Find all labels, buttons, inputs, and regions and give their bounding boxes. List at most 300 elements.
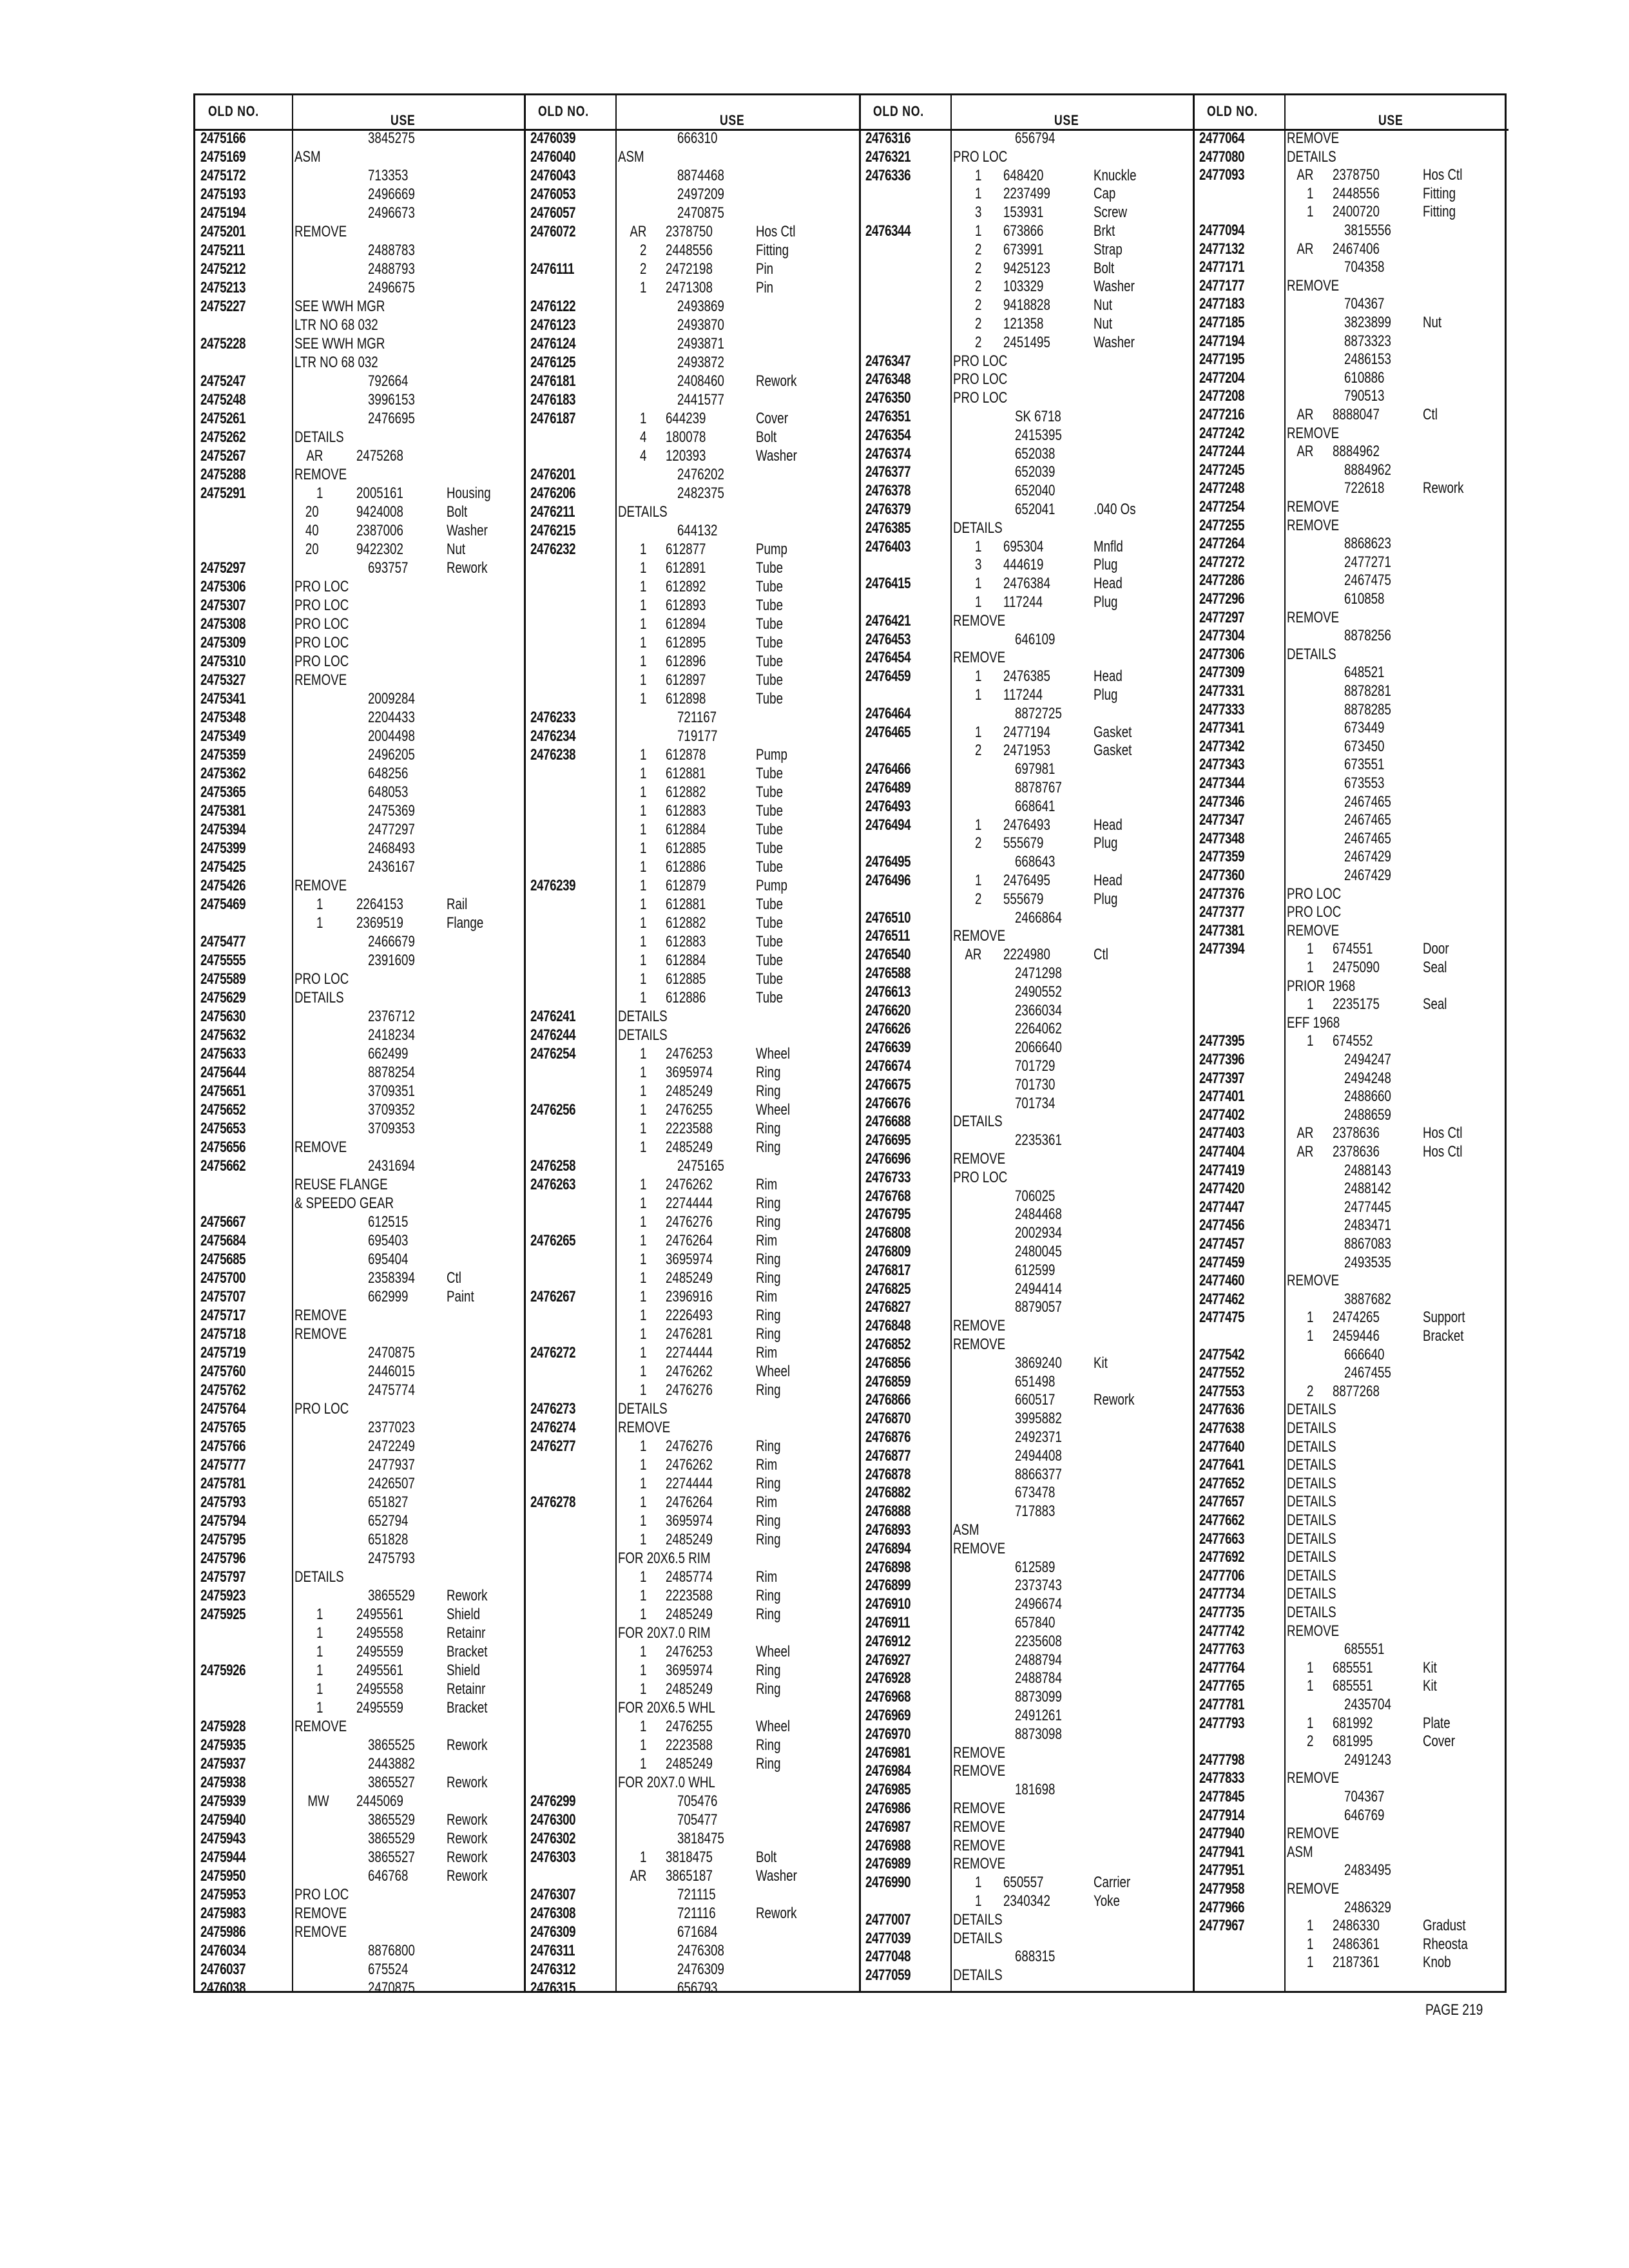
part-number: 2488784 — [1015, 1669, 1062, 1687]
table-row — [860, 445, 1194, 463]
part-number: 2451495 — [1003, 333, 1050, 351]
part-number: 3818475 — [677, 1830, 724, 1847]
part-description: Gasket — [1094, 723, 1132, 741]
quantity: 1 — [639, 1381, 647, 1399]
old-number: 2476985 — [865, 1781, 911, 1799]
old-number: 2475308 — [200, 615, 246, 633]
old-number: 2476894 — [865, 1539, 911, 1557]
quantity: 1 — [639, 989, 647, 1006]
part-number: 2467429 — [1344, 848, 1391, 866]
old-number: 2477185 — [1199, 314, 1245, 331]
table-row — [860, 1242, 1194, 1261]
part-number: 8876800 — [368, 1942, 415, 1959]
quantity: 1 — [639, 1755, 647, 1773]
part-number: 2476276 — [666, 1437, 713, 1455]
table-row — [860, 741, 1194, 760]
table-row — [860, 1465, 1194, 1484]
quantity: 1 — [639, 615, 647, 633]
part-number: 3869240 — [1015, 1354, 1062, 1372]
table-row — [860, 1168, 1194, 1187]
table-row — [195, 1175, 525, 1194]
old-number: 2476181 — [530, 372, 576, 390]
old-number: 2476244 — [530, 1026, 576, 1044]
part-description: Kit — [1094, 1354, 1108, 1372]
table-row — [525, 1586, 860, 1605]
table-row — [1194, 1603, 1509, 1622]
quantity: 1 — [639, 1494, 647, 1511]
quantity: 2 — [974, 259, 982, 277]
old-number: 2477662 — [1199, 1512, 1245, 1529]
old-number: 2476038 — [200, 1979, 246, 1997]
old-number: 2475762 — [200, 1381, 246, 1399]
table-row — [195, 1530, 525, 1549]
table-row — [1194, 1695, 1509, 1714]
part-description: Rim — [756, 1232, 778, 1249]
part-description: Washer — [756, 447, 797, 465]
old-number: 2476827 — [865, 1298, 911, 1316]
part-description: Ring — [756, 1475, 781, 1492]
table-row — [1194, 1492, 1509, 1511]
table-row — [195, 1007, 525, 1026]
part-number: 2477297 — [368, 821, 415, 838]
table-row — [195, 1717, 525, 1736]
part-number: 2485249 — [666, 1755, 713, 1773]
quantity: AR — [306, 447, 323, 465]
table-row — [860, 1075, 1194, 1094]
use-note: PRO LOC — [294, 1886, 349, 1903]
quantity: 1 — [1306, 1309, 1314, 1327]
old-number: 2476183 — [530, 391, 576, 408]
part-number: 713353 — [368, 167, 409, 184]
part-number: 705477 — [677, 1811, 718, 1829]
old-number: 2476453 — [865, 630, 911, 648]
part-description: Pin — [756, 279, 774, 296]
part-number: 2486330 — [1333, 1917, 1380, 1935]
part-description: Brkt — [1094, 222, 1115, 240]
old-number: 2477248 — [1199, 479, 1245, 497]
old-number: 2477377 — [1199, 903, 1245, 921]
old-number: 2477692 — [1199, 1548, 1245, 1566]
table-row — [860, 1762, 1194, 1780]
table-row — [860, 352, 1194, 370]
quantity: 20 — [305, 541, 319, 558]
table-row — [860, 1131, 1194, 1149]
table-row — [860, 574, 1194, 593]
use-note: DETAILS — [953, 1929, 1003, 1947]
old-number: 2477341 — [1199, 719, 1245, 737]
part-number: 2376712 — [368, 1008, 415, 1025]
old-number: 2475777 — [200, 1456, 246, 1474]
old-number: 2475926 — [200, 1662, 246, 1679]
part-description: Bracket — [447, 1699, 488, 1716]
part-description: Rework — [447, 1811, 488, 1829]
old-number: 2477242 — [1199, 424, 1245, 442]
table-row — [195, 428, 525, 447]
part-number: 2476276 — [666, 1213, 713, 1231]
part-description: Ctl — [447, 1269, 461, 1287]
table-row — [525, 1754, 860, 1773]
part-number: 706025 — [1015, 1187, 1055, 1205]
old-number: 2477764 — [1199, 1658, 1245, 1677]
part-description: Pump — [756, 541, 787, 558]
part-description: Rim — [756, 1344, 778, 1361]
part-description: Retainr — [447, 1624, 486, 1642]
old-number: 2477459 — [1199, 1253, 1245, 1271]
part-number: 612878 — [666, 746, 706, 764]
part-number: 790513 — [1344, 387, 1385, 405]
quantity: 1 — [974, 723, 982, 741]
table-row — [195, 148, 525, 166]
table-row — [525, 1082, 860, 1100]
part-number: 2274444 — [666, 1344, 713, 1361]
part-number: 2480045 — [1015, 1243, 1062, 1260]
old-number: 2476494 — [865, 816, 911, 834]
old-number: 2476696 — [865, 1150, 911, 1168]
old-number: 2477216 — [1199, 406, 1245, 423]
old-number: 2476912 — [865, 1632, 911, 1650]
table-row — [525, 1642, 860, 1661]
part-number: 2476262 — [666, 1363, 713, 1380]
table-row — [525, 1213, 860, 1231]
table-row — [525, 1605, 860, 1624]
old-number: 2476984 — [865, 1762, 911, 1780]
part-description: Ring — [756, 1531, 781, 1548]
part-number: 701729 — [1015, 1057, 1055, 1075]
quantity: 1 — [974, 166, 982, 184]
table-row — [860, 983, 1194, 1001]
part-number: 2005161 — [356, 485, 403, 502]
use-note: DETAILS — [1287, 148, 1336, 166]
old-number: 2476848 — [865, 1317, 911, 1335]
part-number: 3865525 — [368, 1736, 415, 1754]
part-number: 2474265 — [1333, 1309, 1380, 1327]
table-row — [1194, 811, 1509, 829]
old-number: 2476072 — [530, 223, 576, 240]
old-number: 2476674 — [865, 1057, 911, 1075]
part-number: 8878256 — [1344, 627, 1391, 645]
part-number: 2475090 — [1333, 959, 1380, 976]
part-number: 2476253 — [666, 1045, 713, 1062]
table-row — [1194, 369, 1509, 387]
part-number: 2448556 — [666, 242, 713, 259]
use-note: REMOVE — [953, 1855, 1006, 1873]
table-row — [1194, 1548, 1509, 1566]
old-number: 2475212 — [200, 260, 246, 278]
old-number: 2476768 — [865, 1187, 911, 1205]
old-number: 2476043 — [530, 167, 576, 184]
old-number: 2476415 — [865, 575, 911, 593]
old-number: 2475306 — [200, 578, 246, 595]
use-note: PRIOR 1968 — [1287, 977, 1356, 995]
use-note: REMOVE — [294, 1325, 347, 1343]
quantity: 1 — [639, 970, 647, 988]
use-note: ASM — [953, 1521, 979, 1539]
old-number: 2477420 — [1199, 1180, 1245, 1198]
part-number: 2223588 — [666, 1587, 713, 1604]
part-number: 2467475 — [1344, 572, 1391, 590]
part-description: Plate — [1423, 1714, 1451, 1732]
quantity: 1 — [639, 1232, 647, 1249]
part-number: 612898 — [666, 690, 706, 707]
table-row — [1194, 516, 1509, 535]
table-row — [1194, 1308, 1509, 1327]
part-description: Ring — [756, 1381, 781, 1399]
quantity: 1 — [639, 858, 647, 876]
table-row — [525, 334, 860, 353]
old-number: 2476626 — [865, 1020, 911, 1038]
part-description: Retainr — [447, 1680, 486, 1698]
quantity: 1 — [639, 1045, 647, 1062]
old-number: 2476241 — [530, 1008, 576, 1025]
part-description: Shield — [447, 1662, 481, 1679]
table-row — [1194, 1898, 1509, 1917]
old-number: 2477346 — [1199, 793, 1245, 811]
use-note: PRO LOC — [294, 578, 349, 595]
table-row — [860, 1280, 1194, 1298]
part-description: Paint — [447, 1288, 474, 1305]
use-note: DETAILS — [294, 428, 344, 446]
part-number: 555679 — [1003, 890, 1044, 908]
table-row — [1194, 921, 1509, 940]
old-number: 2477347 — [1199, 811, 1245, 829]
part-number: 2418234 — [368, 1026, 415, 1044]
part-number: 2476264 — [666, 1494, 713, 1511]
table-row — [525, 1661, 860, 1680]
column-header — [1194, 95, 1509, 131]
table-row — [195, 876, 525, 895]
old-number: 2477941 — [1199, 1843, 1245, 1861]
old-number: 2475261 — [200, 410, 246, 427]
use-note: REMOVE — [1287, 1622, 1340, 1640]
table-row — [525, 447, 860, 465]
table-row — [1194, 240, 1509, 258]
old-number: 2475953 — [200, 1886, 246, 1903]
old-number: 2475983 — [200, 1905, 246, 1922]
quantity: AR — [1296, 1124, 1314, 1142]
part-description: Bracket — [447, 1643, 488, 1660]
old-number: 2476808 — [865, 1224, 911, 1242]
old-number: 2476053 — [530, 186, 576, 203]
use-note: & SPEEDO GEAR — [294, 1195, 394, 1212]
old-number: 2477093 — [1199, 166, 1245, 184]
part-number: 3695974 — [666, 1512, 713, 1530]
part-number: 2377023 — [368, 1419, 415, 1436]
quantity: 1 — [1306, 1917, 1314, 1935]
old-number: 2476211 — [530, 503, 575, 521]
part-description: Ring — [756, 1120, 781, 1137]
table-row — [525, 1829, 860, 1848]
old-number: 2475923 — [200, 1587, 246, 1604]
old-number: 2477348 — [1199, 829, 1245, 847]
table-column-1 — [195, 95, 525, 1997]
table-row — [195, 521, 525, 540]
part-description: Screw — [1094, 204, 1128, 222]
table-row — [860, 593, 1194, 611]
part-description: Rework — [447, 1849, 488, 1866]
table-row — [195, 1885, 525, 1904]
part-description: Ring — [756, 1195, 781, 1212]
quantity: 4 — [639, 428, 647, 446]
part-number: 648256 — [368, 765, 409, 782]
part-description: Head — [1094, 575, 1123, 593]
use-note: REMOVE — [294, 671, 347, 689]
part-number: 2493535 — [1344, 1253, 1391, 1271]
table-row — [860, 1502, 1194, 1521]
table-row — [525, 278, 860, 297]
part-description: Rework — [447, 559, 488, 577]
table-row — [525, 633, 860, 652]
table-row — [525, 1698, 860, 1717]
part-description: Plug — [1094, 593, 1118, 611]
part-number: 2476495 — [1003, 872, 1050, 889]
use-note: PRO LOC — [953, 1168, 1008, 1186]
part-number: 673449 — [1344, 719, 1385, 737]
quantity: 2 — [1306, 1382, 1314, 1400]
part-description: Head — [1094, 668, 1123, 686]
part-number: 660517 — [1015, 1391, 1055, 1409]
part-number: 2004498 — [368, 727, 415, 745]
part-number: 2477271 — [1344, 553, 1391, 571]
table-row — [525, 409, 860, 428]
old-number: 2476265 — [530, 1232, 576, 1249]
table-row — [525, 521, 860, 540]
table-row — [195, 372, 525, 390]
old-number: 2477419 — [1199, 1161, 1245, 1179]
table-row — [1194, 885, 1509, 903]
part-number: 2488659 — [1344, 1106, 1391, 1124]
part-number: 612881 — [666, 765, 706, 782]
part-number: 2492371 — [1015, 1428, 1062, 1446]
quantity: AR — [965, 946, 982, 964]
table-row — [525, 1026, 860, 1044]
old-number: 2477765 — [1199, 1677, 1245, 1695]
old-number: 2476300 — [530, 1811, 576, 1829]
old-number: 2476354 — [865, 426, 911, 444]
part-description: Flange — [447, 914, 484, 932]
old-number: 2475717 — [200, 1307, 246, 1324]
use-note: DETAILS — [618, 1008, 668, 1025]
old-number: 2476377 — [865, 463, 911, 481]
part-number: 8884962 — [1333, 443, 1380, 461]
use-note: DETAILS — [294, 1568, 344, 1586]
table-row — [1194, 461, 1509, 479]
part-description: Door — [1423, 940, 1449, 958]
part-number: 2486361 — [1333, 1935, 1380, 1953]
use-note: PRO LOC — [1287, 903, 1342, 921]
quantity: 2 — [974, 240, 982, 258]
table-row — [525, 914, 860, 932]
part-number: 612879 — [666, 877, 706, 894]
old-number: 2476278 — [530, 1494, 576, 1511]
old-number: 2476465 — [865, 723, 911, 741]
part-number: 2468493 — [368, 840, 415, 857]
old-number: 2476336 — [865, 166, 911, 184]
old-number: 2475794 — [200, 1512, 246, 1530]
part-number: 3865527 — [368, 1774, 415, 1791]
table-row — [1194, 332, 1509, 351]
part-number: 2483471 — [1344, 1216, 1391, 1235]
part-description: Tube — [756, 559, 783, 577]
table-row — [525, 708, 860, 727]
old-number: 2476733 — [865, 1168, 911, 1186]
part-number: 8867083 — [1344, 1235, 1391, 1253]
quantity: 1 — [639, 896, 647, 913]
old-number: 2476981 — [865, 1744, 911, 1762]
part-description: Rim — [756, 1494, 778, 1511]
part-description: Plug — [1094, 890, 1118, 908]
part-description: Tube — [756, 783, 783, 801]
part-description: Kit — [1423, 1658, 1437, 1677]
quantity: 1 — [639, 1101, 647, 1119]
table-row — [1194, 534, 1509, 553]
quantity: 1 — [316, 485, 323, 502]
table-row — [860, 129, 1194, 148]
table-row — [860, 1112, 1194, 1131]
table-row — [525, 671, 860, 689]
old-number: 2477208 — [1199, 387, 1245, 405]
table-row — [195, 390, 525, 409]
use-note: REMOVE — [294, 1139, 347, 1156]
old-number: 2475228 — [200, 335, 246, 352]
part-number: 2471298 — [1015, 965, 1062, 982]
table-row — [860, 890, 1194, 908]
part-description: Seal — [1423, 959, 1447, 976]
part-description: Nut — [1094, 315, 1113, 332]
old-number: 2477967 — [1199, 1917, 1245, 1935]
table-row — [860, 277, 1194, 296]
part-number: 612599 — [1015, 1261, 1055, 1279]
table-row — [525, 970, 860, 988]
old-number: 2476454 — [865, 649, 911, 667]
old-number: 2476893 — [865, 1521, 911, 1539]
part-number: 2490552 — [1015, 983, 1062, 1001]
table-row — [195, 1867, 525, 1885]
old-number: 2475950 — [200, 1867, 246, 1885]
table-row — [195, 447, 525, 465]
part-number: 719177 — [677, 727, 718, 745]
table-row — [525, 390, 860, 409]
quantity: 1 — [639, 1587, 647, 1604]
quantity: 1 — [1306, 1954, 1314, 1972]
part-description: .040 Os — [1094, 501, 1136, 518]
use-note: PRO LOC — [953, 352, 1008, 370]
table-row — [860, 1372, 1194, 1391]
quantity: 1 — [1306, 184, 1314, 202]
part-description: Rail — [447, 896, 468, 913]
part-number: 2378750 — [1333, 166, 1380, 184]
part-number: 2467406 — [1333, 240, 1380, 258]
table-row — [860, 407, 1194, 426]
table-row — [525, 1493, 860, 1512]
quantity: AR — [1296, 166, 1314, 184]
table-row — [195, 1642, 525, 1661]
old-number: 2477264 — [1199, 535, 1245, 553]
old-number: 2476403 — [865, 537, 911, 555]
part-number: 685551 — [1333, 1677, 1373, 1695]
column-header — [525, 95, 860, 131]
part-number: 2485249 — [666, 1082, 713, 1100]
old-number: 2477048 — [865, 1948, 911, 1966]
use-note: PRO LOC — [953, 148, 1008, 166]
old-number: 2477652 — [1199, 1474, 1245, 1492]
use-note: REMOVE — [1287, 1825, 1340, 1843]
table-row — [1194, 1253, 1509, 1272]
part-number: 2224980 — [1003, 946, 1050, 964]
quantity: 1 — [639, 1082, 647, 1100]
part-number: 2485249 — [666, 1606, 713, 1623]
old-number: 2477007 — [865, 1910, 911, 1928]
old-number: 2476968 — [865, 1688, 911, 1706]
